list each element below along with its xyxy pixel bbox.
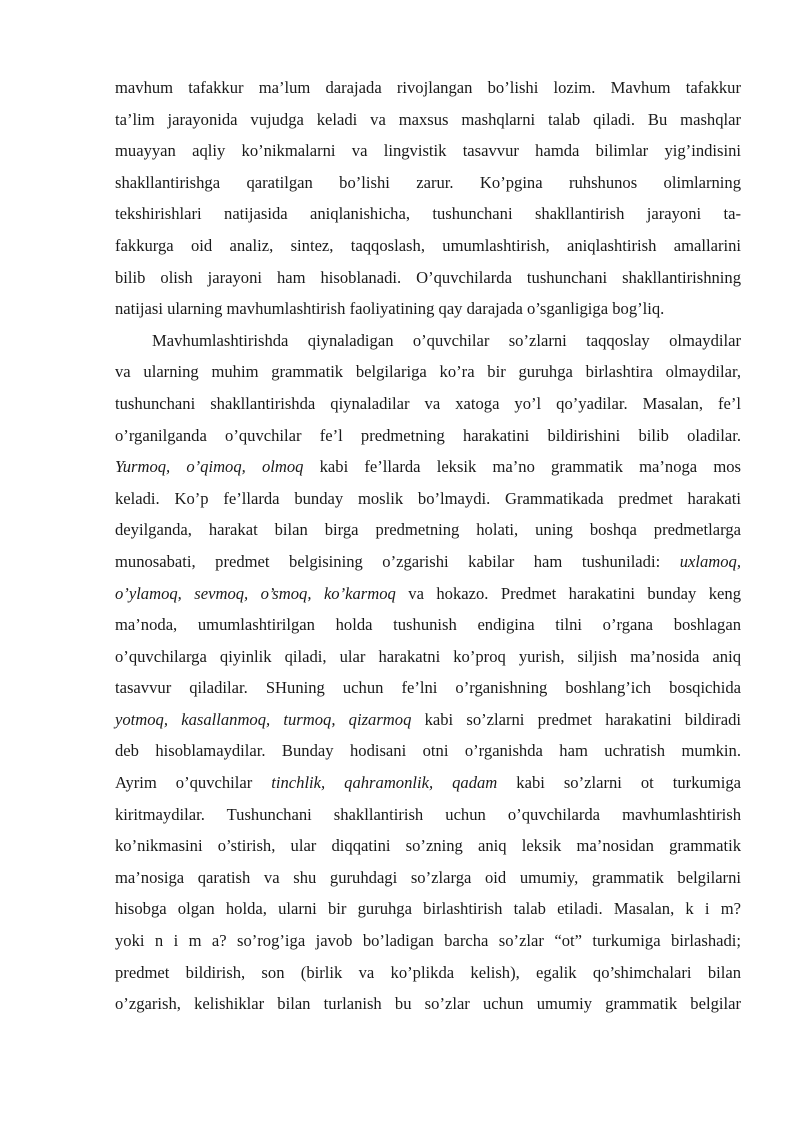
italic-text: yotmoq, kasallanmoq, turmoq, qizarmoq <box>115 709 412 729</box>
plain-text: kabi so’zlarni predmet harakatini bildiradi <box>411 709 741 729</box>
paragraph-2 <box>115 325 741 1020</box>
plain-text: kabi fe’llarda leksik ma’no grammatik ma’noga mos <box>303 457 741 477</box>
plain-text: Ayrim o’quvchilar <box>115 773 272 793</box>
text-line: Mavhumlashtirishda qiynaladigan o’quvchilar so’zlarni taqqoslay olmaydilar <box>152 330 741 350</box>
text-line: tasavvur qiladilar. SHuning uchun fe’lni o’rganishning boshlang’ich bosqichida <box>115 678 741 698</box>
paragraph-1 <box>115 72 741 325</box>
italic-text: uxlamoq, <box>679 551 741 571</box>
text-line: fakkurga oid analiz, sintez, taqqoslash, umumlashtirish, aniqlashtirish amallarini <box>115 235 741 255</box>
text-line <box>115 578 741 610</box>
text-line: natijasi ularning mavhumlashtirish faoliyatining qay darajada o’sganligiga bog’liq. <box>115 299 665 319</box>
italic-text: tinchlik, qahramonlik, qadam <box>271 773 498 793</box>
italic-text: Yurmoq, o’qimoq, olmoq <box>115 457 304 477</box>
text-line: ko’nikmasini o’stirish, ular diqqatini so’zning aniq leksik ma’nosidan grammatik <box>115 836 741 856</box>
text-line <box>115 767 741 799</box>
italic-text: o’ylamoq, sevmoq, o’smoq, ko’karmoq <box>115 583 396 603</box>
text-line: tekshirishlari natijasida aniqlanishicha, tushunchani shakllantirish jarayoni ta- <box>115 204 741 224</box>
text-line: va ularning muhim grammatik belgilariga ko’ra bir guruhga birlashtira olmaydilar, <box>115 362 741 382</box>
text-line <box>115 451 741 483</box>
text-line: ma’noda, umumlashtirilgan holda tushunish endigina tilni o’rgana boshlagan <box>115 615 741 635</box>
text-line: bilib olish jarayoni ham hisoblanadi. O’quvchilarda tushunchani shakllantirishning <box>115 267 741 287</box>
text-line: ma’nosiga qaratish va shu guruhdagi so’zlarga oid umumiy, grammatik belgilarni <box>115 867 741 887</box>
text-line: tushunchani shakllantirishda qiynaladilar va xatoga yo’l qo’yadilar. Masalan, fe’l <box>115 393 741 413</box>
plain-text: munosabati, predmet belgisining o’zgarishi kabilar ham tushuniladi: <box>115 551 680 571</box>
text-line: keladi. Ko’p fe’llarda bunday moslik bo’lmaydi. Grammatikada predmet harakati <box>115 488 741 508</box>
text-line: predmet bildirish, son (birlik va ko’plikda kelish), egalik qo’shimchalari bilan <box>115 962 741 982</box>
text-line: hisobga olgan holda, ularni bir guruhga birlashtirish talab etiladi. Masalan, k i m? <box>115 899 741 919</box>
text-line: o’zgarish, kelishiklar bilan turlanish bu so’zlar uchun umumiy grammatik belgilar <box>115 994 741 1014</box>
text-line: deb hisoblamaydilar. Bunday hodisani otni o’rganishda ham uchratish mumkin. <box>115 741 741 761</box>
text-line: mavhum tafakkur ma’lum darajada rivojlangan bo’lishi lozim. Mavhum tafakkur <box>115 78 741 97</box>
text-line: shakllantirishga qaratilgan bo’lishi zarur. Ko’pgina ruhshunos olimlarning <box>115 172 741 192</box>
text-line: kiritmaydilar. Tushunchani shakllantirish uchun o’quvchilarda mavhumlashtirish <box>115 804 741 824</box>
plain-text: kabi so’zlarni ot turkumiga <box>497 773 741 793</box>
text-line <box>115 546 741 578</box>
text-line: o’quvchilarga qiyinlik qiladi, ular harakatni ko’proq yurish, siljish ma’nosida aniq <box>115 646 741 666</box>
document-body <box>115 72 741 1020</box>
text-line: muayyan aqliy ko’nikmalarni va lingvistik tasavvur hamda bilimlar yig’indisini <box>115 141 741 161</box>
text-line: o’rganilganda o’quvchilar fe’l predmetning harakatini bildirishini bilib oladilar. <box>115 425 741 445</box>
plain-text: va hokazo. Predmet harakatini bunday keng <box>395 583 741 603</box>
text-line: deyilganda, harakat bilan birga predmetning holati, uning boshqa predmetlarga <box>115 520 741 540</box>
text-line <box>115 704 741 736</box>
text-line: ta’lim jarayonida vujudga keladi va maxsus mashqlarni talab qiladi. Bu mashqlar <box>115 109 741 129</box>
text-line: yoki n i m a? so’rog’iga javob bo’ladigan barcha so’zlar “ot” turkumiga birlashadi; <box>115 931 741 951</box>
